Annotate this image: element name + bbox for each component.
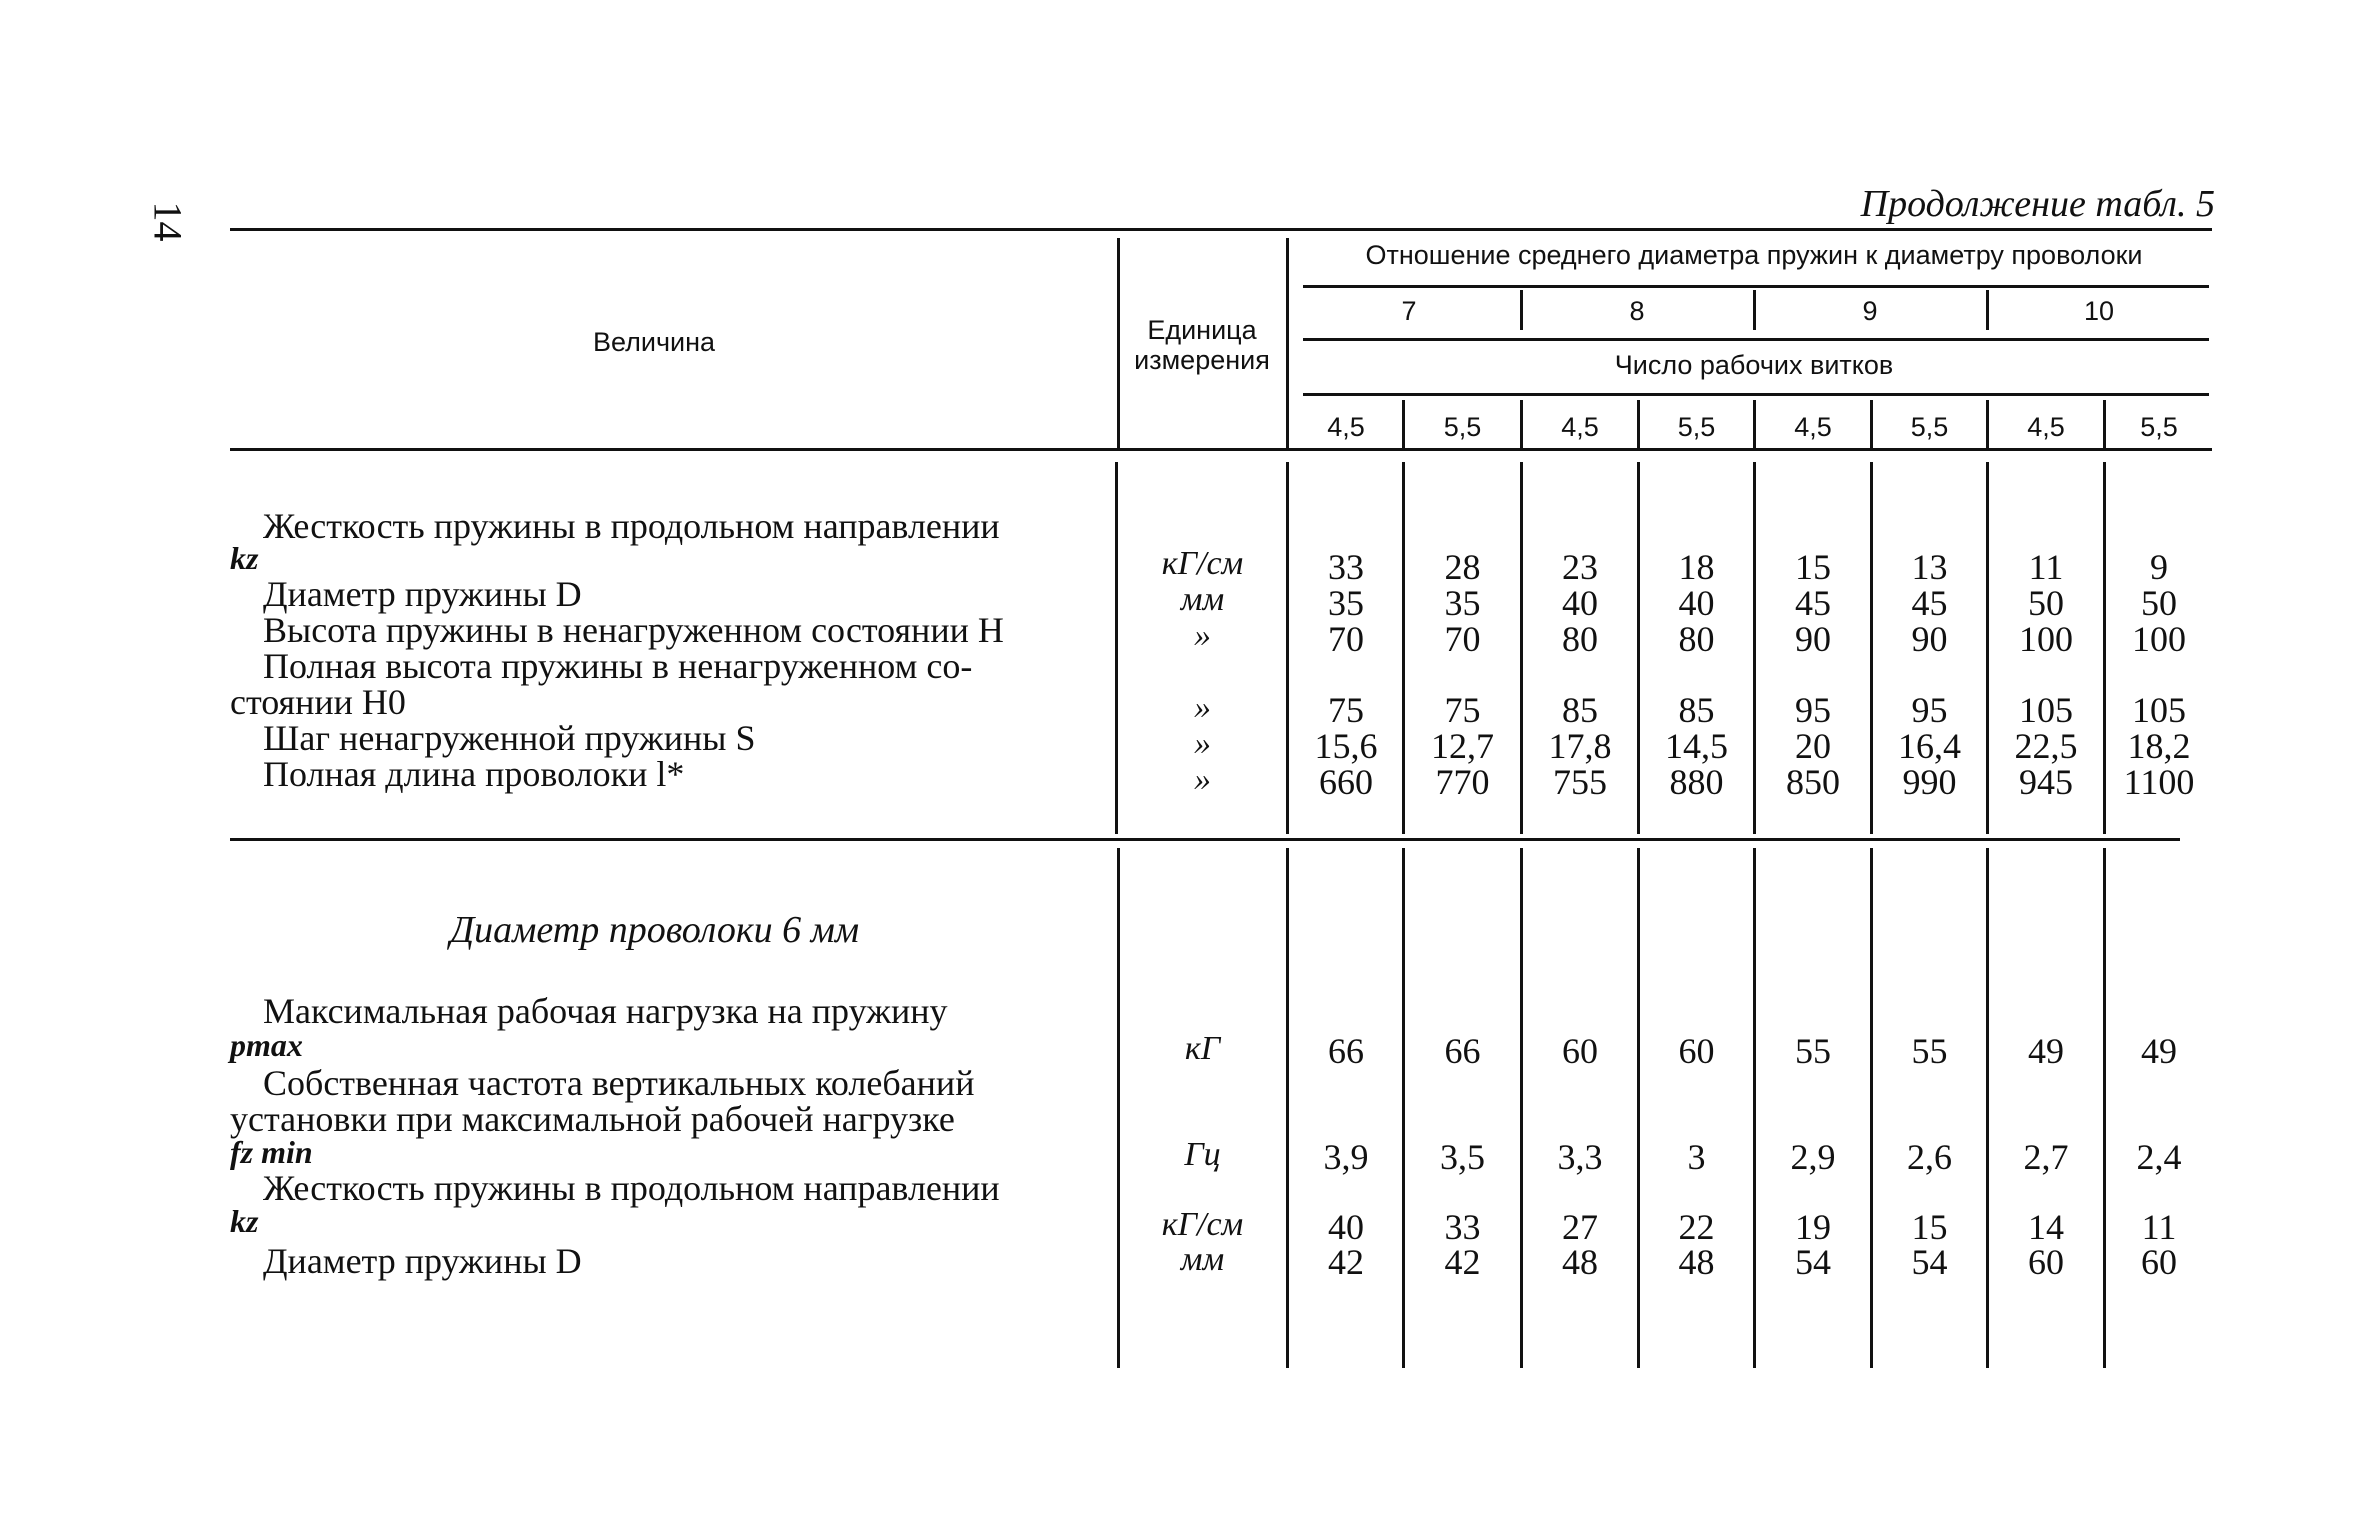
table-cell: 100 (2132, 619, 2186, 659)
ratio-div-3 (1986, 290, 1989, 330)
body2-col-div-7 (2103, 848, 2106, 1368)
body2-units-divider (1117, 848, 1120, 1368)
table-cell: 18,2 (2127, 726, 2191, 766)
table-cell: 990 (1902, 762, 1957, 802)
header-quantity: Величина (593, 327, 716, 357)
table-cell: 14 (2028, 1207, 2064, 1247)
table-cell: 850 (1786, 762, 1840, 802)
table-cell: 12,7 (1431, 726, 1494, 766)
row-label: стоянии H0 (230, 682, 406, 722)
header-coil: 4,5 (1327, 412, 1365, 442)
table-cell: 23 (1562, 547, 1598, 587)
header-coil: 4,5 (1794, 412, 1832, 442)
table-cell: 27 (1562, 1207, 1598, 1247)
row-label: Высота пружины в ненагруженном состоянии H (263, 610, 1004, 650)
table-cell: 49 (2028, 1031, 2064, 1071)
ratios-rule (1303, 338, 2209, 341)
table-cell: 2,7 (2023, 1137, 2069, 1177)
table-cell: 54 (1911, 1242, 1948, 1282)
row-symbol: kz (230, 1203, 259, 1239)
table-cell: 90 (1911, 619, 1948, 659)
row-label: Максимальная рабочая нагрузка на пружину (263, 991, 948, 1031)
header-coil: 5,5 (2140, 412, 2178, 442)
table-cell: 22 (1678, 1207, 1715, 1247)
row-symbol: pmax (230, 1027, 303, 1063)
table-cell: 85 (1678, 690, 1715, 730)
row-label: Жесткость пружины в продольном направлении (263, 1168, 1000, 1208)
table-cell: 75 (1444, 690, 1481, 730)
block-separator-rule (230, 838, 2180, 841)
table-cell: 20 (1795, 726, 1831, 766)
ratio-div-1 (1520, 290, 1523, 330)
table-cell: 66 (1328, 1031, 1364, 1071)
table-cell: 2,9 (1790, 1137, 1836, 1177)
table-cell: 2,6 (1907, 1137, 1952, 1177)
table-cell: 42 (1444, 1242, 1481, 1282)
table-cell: 11 (2028, 547, 2064, 587)
table-cell: 42 (1328, 1242, 1364, 1282)
table-cell: 60 (1562, 1031, 1598, 1071)
body2-col-div-3 (1637, 848, 1640, 1368)
row-symbol: fz min (230, 1134, 313, 1170)
table-cell: 3,3 (1557, 1137, 1603, 1177)
table-cell: 660 (1319, 762, 1373, 802)
body1-values-divider (1286, 462, 1289, 834)
row-label: Диаметр пружины D (263, 574, 582, 614)
table-cell: 50 (2028, 583, 2064, 623)
table-cell: 40 (1678, 583, 1715, 623)
table-cell: 880 (1669, 762, 1724, 802)
table-cell: 85 (1562, 690, 1598, 730)
table-cell: 48 (1562, 1242, 1598, 1282)
row-unit: мм (1180, 581, 1225, 618)
row-label: Диаметр пружины D (263, 1241, 582, 1281)
table-cell: 1100 (2123, 762, 2195, 802)
table-cell: 45 (1911, 583, 1948, 623)
table-cell: 80 (1562, 619, 1598, 659)
table-cell: 50 (2141, 583, 2177, 623)
body2-col-div-6 (1986, 848, 1989, 1368)
row-label: Собственная частота вертикальных колебаний (263, 1063, 975, 1103)
table-cell: 55 (1795, 1031, 1831, 1071)
row-unit: мм (1180, 1241, 1225, 1278)
row-unit: кГ/см (1161, 545, 1244, 582)
body1-units-divider (1115, 462, 1118, 834)
ratio-div-2 (1753, 290, 1756, 330)
body2-col-div-2 (1520, 848, 1523, 1368)
table-cell: 75 (1328, 690, 1364, 730)
table-cell: 3 (1687, 1137, 1706, 1177)
row-unit: кГ/см (1161, 1206, 1244, 1243)
table-cell: 33 (1444, 1207, 1481, 1247)
table-cell: 70 (1328, 619, 1364, 659)
top-rule (230, 228, 2212, 231)
table-cell: 40 (1562, 583, 1598, 623)
row-label: Полная длина проволоки l* (263, 754, 685, 794)
table-cell: 15,6 (1314, 726, 1378, 766)
header-coil: 5,5 (1910, 412, 1949, 442)
table-caption: Продолжение табл. 5 (1860, 183, 2215, 225)
page-number: 14 (145, 201, 191, 242)
body2-col-div-1 (1402, 848, 1405, 1368)
header-ratio-title: Отношение среднего диаметра пружин к диаметру проволоки (1365, 240, 2143, 270)
table-cell: 105 (2132, 690, 2186, 730)
units-divider (1117, 238, 1120, 448)
table-cell: 9 (2150, 547, 2168, 587)
table-cell: 95 (1795, 690, 1831, 730)
table-cell: 66 (1444, 1031, 1481, 1071)
table-cell: 35 (1328, 583, 1364, 623)
table-cell: 60 (2141, 1242, 2177, 1282)
table-cell: 2,4 (2136, 1137, 2182, 1177)
table-cell: 70 (1444, 619, 1481, 659)
header-units: Единица измерения (1134, 315, 1270, 375)
table-cell: 14,5 (1665, 726, 1728, 766)
values-divider (1286, 238, 1289, 448)
row-unit: » (1194, 689, 1211, 726)
header-ratio-10: 10 (2083, 296, 2115, 326)
table-cell: 80 (1678, 619, 1715, 659)
row-unit: Гц (1184, 1136, 1221, 1173)
table-cell: 770 (1435, 762, 1490, 802)
table-cell: 19 (1795, 1207, 1831, 1247)
row-label: установки при максимальной рабочей нагрузке (230, 1099, 955, 1139)
table-cell: 18 (1678, 547, 1715, 587)
table-cell: 28 (1444, 547, 1481, 587)
header-bottom-rule (230, 448, 2212, 451)
table-cell: 22,5 (2014, 726, 2078, 766)
table-cell: 35 (1444, 583, 1481, 623)
table-cell: 105 (2019, 690, 2073, 730)
table-cell: 100 (2019, 619, 2073, 659)
table-cell: 3,5 (1440, 1137, 1485, 1177)
table-cell: 55 (1911, 1031, 1948, 1071)
row-label: Жесткость пружины в продольном направлении (263, 506, 1000, 546)
table-cell: 95 (1911, 690, 1948, 730)
header-coil: 4,5 (2027, 412, 2065, 442)
header-coils-title: Число рабочих витков (1614, 350, 1894, 380)
table-cell: 60 (2028, 1242, 2064, 1282)
table-cell: 17,8 (1548, 726, 1612, 766)
table-cell: 90 (1795, 619, 1831, 659)
section-title: Диаметр проволоки 6 мм (450, 909, 860, 951)
row-unit: » (1194, 725, 1211, 762)
table-cell: 54 (1795, 1242, 1831, 1282)
table-cell: 11 (2141, 1207, 2177, 1247)
row-unit: » (1194, 761, 1211, 798)
header-coil: 5,5 (1677, 412, 1716, 442)
table-cell: 16,4 (1898, 726, 1961, 766)
ratio-rule (1303, 285, 2209, 288)
row-symbol: kz (230, 540, 259, 576)
header-ratio-7: 7 (1401, 296, 1417, 326)
row-unit: кГ (1184, 1030, 1221, 1067)
row-unit: » (1194, 617, 1211, 654)
table-cell: 15 (1795, 547, 1831, 587)
coils-title-rule (1303, 393, 2209, 396)
body2-values-divider (1286, 848, 1289, 1368)
table-cell: 755 (1553, 762, 1607, 802)
table-cell: 13 (1911, 547, 1948, 587)
table-cell: 15 (1911, 1207, 1948, 1247)
table-cell: 49 (2141, 1031, 2177, 1071)
header-coil: 4,5 (1561, 412, 1599, 442)
row-label: Полная высота пружины в ненагруженном со- (263, 646, 973, 686)
body2-col-div-5 (1870, 848, 1873, 1368)
table-cell: 60 (1678, 1031, 1715, 1071)
table-cell: 945 (2019, 762, 2073, 802)
header-coil: 5,5 (1443, 412, 1482, 442)
header-ratio-9: 9 (1862, 296, 1878, 326)
row-label: Шаг ненагруженной пружины S (263, 718, 756, 758)
table-cell: 40 (1328, 1207, 1364, 1247)
table-cell: 48 (1678, 1242, 1715, 1282)
table-cell: 3,9 (1323, 1137, 1369, 1177)
header-ratio-8: 8 (1629, 296, 1645, 326)
table-cell: 33 (1328, 547, 1364, 587)
body2-col-div-4 (1753, 848, 1756, 1368)
table-cell: 45 (1795, 583, 1831, 623)
